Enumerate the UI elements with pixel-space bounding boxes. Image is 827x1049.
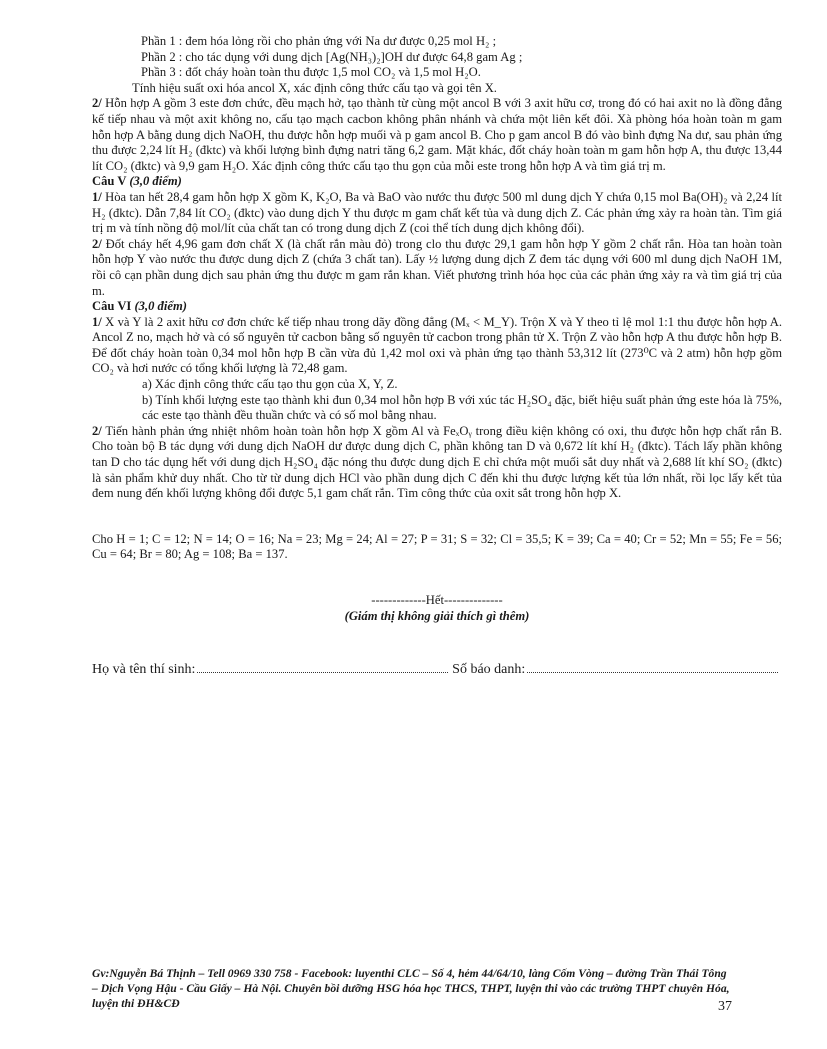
section-title: Câu VI: [92, 299, 132, 314]
candidate-name-blank[interactable]: [197, 662, 448, 673]
question-text: Tiến hành phản ứng nhiệt nhôm hoàn toàn hỗn hợp X gồm Al và FeₓOᵧ trong điều kiện không có oxi, thu được hỗn hợp chất rắn B. Cho toàn bộ B tác dụng với dung dịch NaOH dư được dung dịch C, phần không tan D và 0,672 lít khí H₂ (đktc). Tách lấy phần không tan D cho tác dụng hết với dung dịch H₂SO₄ đặc nóng thu được dung dịch E chỉ chứa một muối sắt duy nhất và 2,688 lít khí SO₂ (đktc) là sản phẩm khử duy nhất. Cho từ từ dung dịch HCl vào phần dung dịch C đến khi thu được lượng kết tủa lớn nhất, rồi lọc lấy kết tủa đem nung đến khối lượng không đổi được 5,1 gam chất rắn. Tìm công thức của oxit sắt trong hỗn hợp X.: [92, 423, 782, 501]
end-mark: -------------Hết--------------: [371, 593, 503, 607]
candidate-number-label: Số báo danh:: [452, 662, 526, 678]
part2-line: Phần 2 : cho tác dụng với dung dịch [Ag(NH₃)₂]OH dư được 64,8 gam Ag ;: [141, 49, 523, 64]
question-text: Hỗn hợp A gồm 3 este đơn chức, đều mạch hở, tạo thành từ cùng một ancol B với 3 axit hữu cơ, trong đó có hai axit no là đồng đẳng kế tiếp nhau và một axit không no, cấu tạo mạch cacbon không phân nhánh và chứa một liên kết đôi. Xà phòng hóa hoàn toàn m gam hỗn hợp A bằng dung dịch NaOH, thu được hỗn hợp muối và p gam ancol B. Cho p gam ancol B đó vào bình đựng Na dư, sau phản ứng thu được 2,24 lít H₂ (đktc) và khối lượng bình đựng natri tăng 6,2 gam. Mặt khác, đốt cháy hoàn toàn m gam hỗn hợp A, thu được 13,44 lít CO₂ (đktc) và 9,9 gam H₂O. Xác định công thức cấu tạo thu gọn của mỗi este trong hỗn hợp A và tìm giá trị m.: [92, 96, 782, 173]
section-points: (3,0 điểm): [134, 299, 187, 314]
question-6-1a: a) Xác định công thức cấu tạo thu gọn của X, Y, Z.: [142, 377, 398, 392]
question-5-2: [92, 237, 782, 299]
question-5-1: [92, 190, 782, 237]
section-title: Câu V: [92, 174, 127, 189]
candidate-number-blank[interactable]: [527, 662, 778, 673]
question-number: 1/: [92, 314, 102, 329]
question-6-1b: b) Tính khối lượng este tạo thành khi đun 0,34 mol hỗn hợp B với xúc tác H₂SO₄ đặc, biết hiệu suất phản ứng este hóa là 75%, các este tạo thành đều thuần chức và có số mol bằng nhau.: [142, 392, 782, 423]
atomic-masses: Cho H = 1; C = 12; N = 14; O = 16; Na = 23; Mg = 24; Al = 27; P = 31; S = 32; Cl = 35,5; K = 39; Ca = 40; Cr = 52; Mn = 55; Fe = 56; Cu = 64; Br = 80; Ag = 108; Ba = 137.: [92, 531, 782, 562]
question-number: 1/: [92, 189, 102, 204]
question-number: 2/: [92, 96, 102, 111]
part3-line: Phần 3 : đốt cháy hoàn toàn thu được 1,5 mol CO₂ và 1,5 mol H₂O.: [141, 65, 481, 80]
question-text: Hòa tan hết 28,4 gam hỗn hợp X gồm K, K₂O, Ba và BaO vào nước thu được 500 ml dung dịch Y chứa 0,15 mol Ba(OH)₂ và 2,24 lít H₂ (đktc). Dẫn 7,84 lít CO₂ (đktc) vào dung dịch Y thu được m gam chất kết tủa và dung dịch Z. Các phản ứng xảy ra hoàn tàn. Tìm giá trị m và tính nồng độ mol/lít của chất tan có trong dung dịch Z (coi thể tích dung dịch không đổi).: [92, 189, 782, 236]
exam-content: [92, 34, 782, 678]
section-points: (3,0 điểm): [129, 174, 182, 189]
candidate-name-label: Họ và tên thí sinh:: [92, 662, 196, 678]
question-text: X và Y là 2 axit hữu cơ đơn chức kế tiếp nhau trong dãy đồng đẳng (Mₓ < M_Y). Trộn X và Y theo tỉ lệ mol 1:1 thu được hỗn hợp A. Ancol Z no, mạch hở và có số nguyên tử cacbon bằng số nguyên tử cacbon trong phân tử X. Trộn Z vào hỗn hợp A thu được hỗn hợp B. Để đốt cháy hoàn toàn 0,34 mol hỗn hợp B cần vừa đủ 1,42 mol oxi và phản ứng tạo thành 53,312 lít (273⁰C và 2 atm) hỗn hợp gồm CO₂ và hơi nước có tổng khối lượng là 72,48 gam.: [92, 314, 782, 376]
question-number: 2/: [92, 236, 102, 251]
section-heading-6: [92, 299, 782, 315]
end-block: [92, 593, 782, 624]
footer-text: Gv:Nguyễn Bá Thịnh – Tell 0969 330 758 - Facebook: luyenthi CLC – Số 4, hẻm 44/64/10, làng Cốm Vòng – đường Trần Thái Tông – Dịch Vọng Hậu - Cầu Giấy – Hà Nội. Chuyên bồi dưỡng HSG hóa học THCS, THPT, luyện thi vào các trường THPT chuyên Hóa, luyện thi ĐH&CĐ: [92, 967, 730, 1010]
question-6-1: [92, 315, 782, 377]
part1-line: Phần 1 : đem hóa lỏng rồi cho phản ứng với Na dư được 0,25 mol H₂ ;: [141, 34, 497, 48]
question-4-2: [92, 96, 782, 174]
section-heading-5: [92, 174, 782, 190]
proctor-note: (Giám thị không giải thích gì thêm): [344, 608, 530, 623]
ancol-question-line: Tính hiệu suất oxi hóa ancol X, xác định công thức cấu tạo và gọi tên X.: [132, 80, 497, 95]
question-6-2: [92, 424, 782, 502]
question-text: Đốt cháy hết 4,96 gam đơn chất X (là chất rắn màu đỏ) trong clo thu được 29,1 gam hỗn hợp Y gồm 2 chất rắn. Hòa tan hoàn toàn hỗn hợp Y vào nước thu được dung dịch Z (chứa 3 chất tan). Lấy ½ lượng dung dịch Z đem tác dụng với 600 ml dung dịch NaOH 1M, rồi cô cạn phần dung dịch sau phản ứng thu được m gam rắn khan. Viết phương trình hóa học của các phản ứng xảy ra và tìm giá trị của m.: [92, 236, 782, 298]
question-number: 2/: [92, 423, 102, 438]
page-number: 37: [718, 999, 732, 1014]
candidate-info-line: [92, 662, 782, 678]
